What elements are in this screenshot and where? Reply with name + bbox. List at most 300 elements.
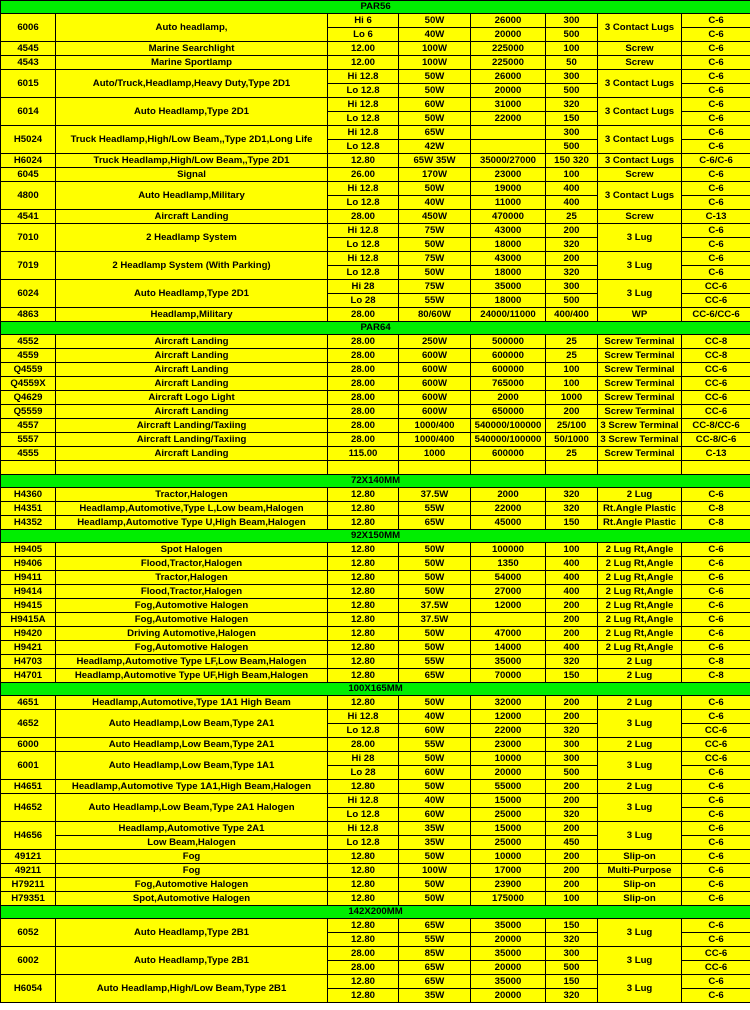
table-row [1, 502, 750, 516]
wattage-cell: 35W [399, 822, 471, 836]
voltage-cell: 12.80 [328, 154, 399, 168]
wattage-cell: 50W [399, 266, 471, 280]
description-cell: Spot,Automotive Halogen [56, 892, 328, 906]
voltage-cell: 12.80 [328, 571, 399, 585]
table-row [1, 543, 750, 557]
voltage-cell: 12.80 [328, 543, 399, 557]
life-hours-cell: 300 [546, 752, 598, 766]
part-number-cell: 7010 [1, 224, 56, 252]
description-cell: Headlamp,Automotive Type U,High Beam,Halogen [56, 516, 328, 530]
life-hours-cell: 200 [546, 224, 598, 238]
description-cell: Headlamp,Automotive Type LF,Low Beam,Halogen [56, 655, 328, 669]
voltage-cell: Lo 12.8 [328, 724, 399, 738]
wattage-cell [399, 461, 471, 475]
voltage-cell: Lo 12.8 [328, 808, 399, 822]
candlepower-cell: 600000 [471, 447, 546, 461]
wattage-cell: 50W [399, 571, 471, 585]
voltage-cell: 115.00 [328, 447, 399, 461]
life-hours-cell: 320 [546, 933, 598, 947]
table-row [1, 210, 750, 224]
voltage-cell: 28.00 [328, 363, 399, 377]
wattage-cell: 600W [399, 363, 471, 377]
voltage-cell: 28.00 [328, 210, 399, 224]
filament-cell: C-6 [682, 975, 750, 989]
terminal-cell: Screw Terminal [598, 363, 682, 377]
table-row [1, 780, 750, 794]
description-cell: Aircraft Landing/Taxiing [56, 419, 328, 433]
description-cell: Aircraft Landing [56, 349, 328, 363]
part-number-cell: H9415 [1, 599, 56, 613]
life-hours-cell: 100 [546, 377, 598, 391]
terminal-cell: 2 Lug [598, 488, 682, 502]
table-row [1, 126, 750, 140]
life-hours-cell: 200 [546, 864, 598, 878]
part-number-cell: H9405 [1, 543, 56, 557]
terminal-cell: 2 Lug [598, 780, 682, 794]
voltage-cell: 12.80 [328, 696, 399, 710]
part-number-cell: H4701 [1, 669, 56, 683]
table-row [1, 56, 750, 70]
voltage-cell: 12.00 [328, 42, 399, 56]
wattage-cell: 55W [399, 502, 471, 516]
life-hours-cell: 100 [546, 892, 598, 906]
terminal-cell: Slip-on [598, 892, 682, 906]
description-cell: Marine Sportlamp [56, 56, 328, 70]
terminal-cell: Screw Terminal [598, 391, 682, 405]
table-row [1, 919, 750, 933]
life-hours-cell: 320 [546, 655, 598, 669]
filament-cell: C-6 [682, 252, 750, 266]
table-row [1, 280, 750, 294]
section-header [1, 322, 750, 335]
part-number-cell: H9406 [1, 557, 56, 571]
description-cell: Truck Headlamp,High/Low Beam,,Type 2D1,Long Life [56, 126, 328, 154]
description-cell: Aircraft Landing [56, 363, 328, 377]
life-hours-cell: 500 [546, 294, 598, 308]
terminal-cell: 2 Lug Rt,Angle [598, 599, 682, 613]
filament-cell: CC-6 [682, 294, 750, 308]
life-hours-cell: 150 [546, 669, 598, 683]
life-hours-cell: 100 [546, 363, 598, 377]
candlepower-cell: 20000 [471, 933, 546, 947]
candlepower-cell: 26000 [471, 14, 546, 28]
life-hours-cell: 150 [546, 975, 598, 989]
voltage-cell: 28.00 [328, 391, 399, 405]
filament-cell: CC-6 [682, 280, 750, 294]
section-title: 92X150MM [1, 530, 750, 543]
terminal-cell: 3 Screw Terminal [598, 419, 682, 433]
life-hours-cell: 150 320 [546, 154, 598, 168]
voltage-cell: 28.00 [328, 738, 399, 752]
filament-cell: C-6 [682, 989, 750, 1003]
part-number-cell: 6006 [1, 14, 56, 42]
terminal-cell: Screw [598, 168, 682, 182]
section-title: 72X140MM [1, 475, 750, 488]
terminal-cell: 2 Lug [598, 738, 682, 752]
part-number-cell: 4555 [1, 447, 56, 461]
filament-cell: C-8 [682, 669, 750, 683]
filament-cell: CC-6/CC-6 [682, 308, 750, 322]
voltage-cell: 12.80 [328, 613, 399, 627]
candlepower-cell: 15000 [471, 794, 546, 808]
candlepower-cell: 25000 [471, 836, 546, 850]
life-hours-cell: 500 [546, 140, 598, 154]
life-hours-cell: 150 [546, 516, 598, 530]
table-row [1, 98, 750, 112]
part-number-cell: 4552 [1, 335, 56, 349]
candlepower-cell: 15000 [471, 822, 546, 836]
voltage-cell: 28.00 [328, 947, 399, 961]
part-number-cell: H4360 [1, 488, 56, 502]
section-header [1, 683, 750, 696]
life-hours-cell: 25 [546, 349, 598, 363]
filament-cell: CC-8/C-6 [682, 433, 750, 447]
candlepower-cell [471, 126, 546, 140]
voltage-cell: 28.00 [328, 433, 399, 447]
description-cell: Aircraft Landing [56, 447, 328, 461]
description-cell: Headlamp,Automotive,Type L,Low beam,Halogen [56, 502, 328, 516]
wattage-cell: 50W [399, 627, 471, 641]
part-number-cell: 4545 [1, 42, 56, 56]
filament-cell: C-13 [682, 447, 750, 461]
terminal-cell: 2 Lug Rt,Angle [598, 557, 682, 571]
description-cell: Fog,Automotive Halogen [56, 613, 328, 627]
life-hours-cell: 150 [546, 919, 598, 933]
voltage-cell: 28.00 [328, 349, 399, 363]
candlepower-cell: 225000 [471, 42, 546, 56]
voltage-cell: Lo 12.8 [328, 836, 399, 850]
candlepower-cell: 18000 [471, 266, 546, 280]
description-cell: Fog [56, 850, 328, 864]
wattage-cell: 42W [399, 140, 471, 154]
wattage-cell: 60W [399, 808, 471, 822]
candlepower-cell: 17000 [471, 864, 546, 878]
description-cell: Tractor,Halogen [56, 571, 328, 585]
description-cell: Aircraft Landing [56, 335, 328, 349]
life-hours-cell: 400 [546, 571, 598, 585]
wattage-cell: 65W [399, 669, 471, 683]
candlepower-cell: 43000 [471, 224, 546, 238]
table-row [1, 878, 750, 892]
table-row [1, 363, 750, 377]
terminal-cell: Screw Terminal [598, 447, 682, 461]
terminal-cell: 3 Contact Lugs [598, 154, 682, 168]
terminal-cell: 2 Lug Rt,Angle [598, 627, 682, 641]
table-row [1, 391, 750, 405]
description-cell: Auto Headlamp,Low Beam,Type 2A1 [56, 738, 328, 752]
filament-cell: C-13 [682, 210, 750, 224]
table-row [1, 738, 750, 752]
description-cell: Marine Searchlight [56, 42, 328, 56]
part-number-cell: H4652 [1, 794, 56, 822]
life-hours-cell: 100 [546, 42, 598, 56]
section-header [1, 1, 750, 14]
terminal-cell: 3 Contact Lugs [598, 182, 682, 210]
life-hours-cell: 200 [546, 599, 598, 613]
life-hours-cell: 400 [546, 196, 598, 210]
terminal-cell [598, 461, 682, 475]
life-hours-cell: 25 [546, 447, 598, 461]
life-hours-cell: 200 [546, 696, 598, 710]
voltage-cell: Hi 12.8 [328, 224, 399, 238]
life-hours-cell: 200 [546, 710, 598, 724]
table-row [1, 405, 750, 419]
terminal-cell: 3 Lug [598, 919, 682, 947]
filament-cell: C-6 [682, 766, 750, 780]
life-hours-cell: 320 [546, 808, 598, 822]
table-row [1, 168, 750, 182]
wattage-cell: 37.5W [399, 488, 471, 502]
part-number-cell: 4800 [1, 182, 56, 210]
description-cell: Truck Headlamp,High/Low Beam,,Type 2D1 [56, 154, 328, 168]
description-cell: Spot Halogen [56, 543, 328, 557]
filament-cell: CC-8 [682, 349, 750, 363]
voltage-cell: Lo 12.8 [328, 238, 399, 252]
candlepower-cell: 2000 [471, 391, 546, 405]
voltage-cell: 28.00 [328, 405, 399, 419]
part-number-cell: H6024 [1, 154, 56, 168]
life-hours-cell: 400 [546, 641, 598, 655]
filament-cell: C-6 [682, 850, 750, 864]
candlepower-cell: 35000 [471, 655, 546, 669]
filament-cell: CC-6 [682, 961, 750, 975]
wattage-cell: 50W [399, 182, 471, 196]
terminal-cell: Screw Terminal [598, 335, 682, 349]
life-hours-cell [546, 461, 598, 475]
candlepower-cell: 70000 [471, 669, 546, 683]
voltage-cell: Hi 12.8 [328, 98, 399, 112]
description-cell: Fog,Automotive Halogen [56, 641, 328, 655]
section-title: 100X165MM [1, 683, 750, 696]
life-hours-cell: 200 [546, 794, 598, 808]
terminal-cell: 3 Lug [598, 280, 682, 308]
wattage-cell: 50W [399, 543, 471, 557]
part-number-cell: H79351 [1, 892, 56, 906]
candlepower-cell: 24000/11000 [471, 308, 546, 322]
life-hours-cell: 200 [546, 405, 598, 419]
voltage-cell: Lo 28 [328, 766, 399, 780]
wattage-cell: 55W [399, 933, 471, 947]
voltage-cell: Lo 6 [328, 28, 399, 42]
life-hours-cell: 300 [546, 126, 598, 140]
wattage-cell: 35W [399, 836, 471, 850]
filament-cell: CC-6 [682, 405, 750, 419]
table-row [1, 585, 750, 599]
wattage-cell: 100W [399, 864, 471, 878]
wattage-cell: 50W [399, 585, 471, 599]
candlepower-cell: 20000 [471, 28, 546, 42]
candlepower-cell: 2000 [471, 488, 546, 502]
life-hours-cell: 50 [546, 56, 598, 70]
candlepower-cell: 27000 [471, 585, 546, 599]
part-number-cell: H9420 [1, 627, 56, 641]
part-number-cell: 6014 [1, 98, 56, 126]
voltage-cell: 12.80 [328, 864, 399, 878]
part-number-cell: 4559 [1, 349, 56, 363]
table-row [1, 349, 750, 363]
table-row [1, 154, 750, 168]
life-hours-cell: 200 [546, 780, 598, 794]
table-row [1, 516, 750, 530]
terminal-cell: 3 Lug [598, 752, 682, 780]
filament-cell: C-6 [682, 710, 750, 724]
table-row [1, 613, 750, 627]
life-hours-cell: 400 [546, 557, 598, 571]
voltage-cell: Hi 28 [328, 280, 399, 294]
life-hours-cell: 25 [546, 335, 598, 349]
voltage-cell: 12.00 [328, 56, 399, 70]
voltage-cell: Lo 12.8 [328, 140, 399, 154]
filament-cell: C-6 [682, 919, 750, 933]
candlepower-cell: 55000 [471, 780, 546, 794]
filament-cell: C-6 [682, 808, 750, 822]
voltage-cell: 26.00 [328, 168, 399, 182]
wattage-cell: 80/60W [399, 308, 471, 322]
candlepower-cell: 20000 [471, 84, 546, 98]
candlepower-cell: 35000/27000 [471, 154, 546, 168]
part-number-cell: 7019 [1, 252, 56, 280]
life-hours-cell: 25 [546, 210, 598, 224]
life-hours-cell: 320 [546, 502, 598, 516]
part-number-cell: Q5559 [1, 405, 56, 419]
candlepower-cell: 23900 [471, 878, 546, 892]
voltage-cell: 12.80 [328, 488, 399, 502]
table-row [1, 864, 750, 878]
part-number-cell: 4652 [1, 710, 56, 738]
life-hours-cell: 200 [546, 850, 598, 864]
terminal-cell: 3 Lug [598, 224, 682, 252]
wattage-cell: 40W [399, 28, 471, 42]
life-hours-cell: 200 [546, 878, 598, 892]
description-cell: Aircraft Landing/Taxiing [56, 433, 328, 447]
filament-cell: C-6 [682, 627, 750, 641]
voltage-cell: 12.80 [328, 641, 399, 655]
terminal-cell: Slip-on [598, 850, 682, 864]
voltage-cell: 28.00 [328, 308, 399, 322]
section-header [1, 530, 750, 543]
wattage-cell: 65W [399, 961, 471, 975]
filament-cell: C-6 [682, 98, 750, 112]
description-cell: Headlamp,Military [56, 308, 328, 322]
voltage-cell: 12.80 [328, 780, 399, 794]
wattage-cell: 40W [399, 196, 471, 210]
voltage-cell: 12.80 [328, 669, 399, 683]
candlepower-cell: 20000 [471, 961, 546, 975]
life-hours-cell: 320 [546, 488, 598, 502]
wattage-cell: 50W [399, 14, 471, 28]
section-title: PAR56 [1, 1, 750, 14]
description-cell: Headlamp,Automotive,Type 1A1 High Beam [56, 696, 328, 710]
terminal-cell: Rt.Angle Plastic [598, 502, 682, 516]
filament-cell: C-6 [682, 28, 750, 42]
wattage-cell: 50W [399, 238, 471, 252]
part-number-cell: H9421 [1, 641, 56, 655]
table-row [1, 975, 750, 989]
filament-cell: C-6 [682, 266, 750, 280]
part-number-cell: 6052 [1, 919, 56, 947]
life-hours-cell: 150 [546, 112, 598, 126]
voltage-cell: 28.00 [328, 335, 399, 349]
filament-cell: CC-6 [682, 947, 750, 961]
life-hours-cell: 500 [546, 84, 598, 98]
filament-cell: C-8 [682, 516, 750, 530]
table-row [1, 850, 750, 864]
filament-cell: C-8 [682, 655, 750, 669]
table-row [1, 252, 750, 266]
table-row [1, 14, 750, 28]
wattage-cell: 50W [399, 70, 471, 84]
candlepower-cell: 23000 [471, 738, 546, 752]
wattage-cell: 1000/400 [399, 433, 471, 447]
description-cell: Auto Headlamp,Low Beam,Type 1A1 [56, 752, 328, 780]
table-row [1, 641, 750, 655]
part-number-cell: H9414 [1, 585, 56, 599]
description-cell: Auto Headlamp,Military [56, 182, 328, 210]
candlepower-cell: 47000 [471, 627, 546, 641]
voltage-cell: Hi 12.8 [328, 252, 399, 266]
wattage-cell: 60W [399, 766, 471, 780]
life-hours-cell: 50/1000 [546, 433, 598, 447]
part-number-cell: H4703 [1, 655, 56, 669]
part-number-cell: H4656 [1, 822, 56, 850]
filament-cell: C-6 [682, 140, 750, 154]
life-hours-cell: 1000 [546, 391, 598, 405]
life-hours-cell: 25/100 [546, 419, 598, 433]
wattage-cell: 50W [399, 696, 471, 710]
wattage-cell: 600W [399, 377, 471, 391]
voltage-cell: Hi 28 [328, 752, 399, 766]
description-cell [56, 461, 328, 475]
candlepower-cell: 32000 [471, 696, 546, 710]
terminal-cell: WP [598, 308, 682, 322]
terminal-cell: 3 Lug [598, 710, 682, 738]
table-row [1, 419, 750, 433]
filament-cell: C-6 [682, 822, 750, 836]
voltage-cell: 12.80 [328, 933, 399, 947]
terminal-cell: 2 Lug Rt,Angle [598, 543, 682, 557]
part-number-cell: 4651 [1, 696, 56, 710]
candlepower-cell: 18000 [471, 238, 546, 252]
candlepower-cell: 23000 [471, 168, 546, 182]
description-cell: Headlamp,Automotive Type 2A1 [56, 822, 328, 836]
candlepower-cell: 45000 [471, 516, 546, 530]
candlepower-cell: 18000 [471, 294, 546, 308]
candlepower-cell: 22000 [471, 502, 546, 516]
life-hours-cell: 400 [546, 585, 598, 599]
terminal-cell: Rt.Angle Plastic [598, 516, 682, 530]
description-cell: Auto Headlamp,Low Beam,Type 2A1 [56, 710, 328, 738]
terminal-cell: Screw [598, 42, 682, 56]
terminal-cell: 3 Contact Lugs [598, 70, 682, 98]
voltage-cell: 28.00 [328, 377, 399, 391]
terminal-cell: Screw Terminal [598, 349, 682, 363]
life-hours-cell: 500 [546, 766, 598, 780]
table-row [1, 488, 750, 502]
candlepower-cell: 540000/100000 [471, 433, 546, 447]
life-hours-cell: 300 [546, 947, 598, 961]
voltage-cell: Lo 12.8 [328, 266, 399, 280]
life-hours-cell: 400 [546, 182, 598, 196]
voltage-cell: 12.80 [328, 502, 399, 516]
candlepower-cell: 20000 [471, 989, 546, 1003]
description-cell: Signal [56, 168, 328, 182]
wattage-cell: 50W [399, 780, 471, 794]
filament-cell: CC-6 [682, 363, 750, 377]
wattage-cell: 40W [399, 794, 471, 808]
voltage-cell: Hi 12.8 [328, 794, 399, 808]
table-row [1, 794, 750, 808]
voltage-cell: Hi 12.8 [328, 822, 399, 836]
